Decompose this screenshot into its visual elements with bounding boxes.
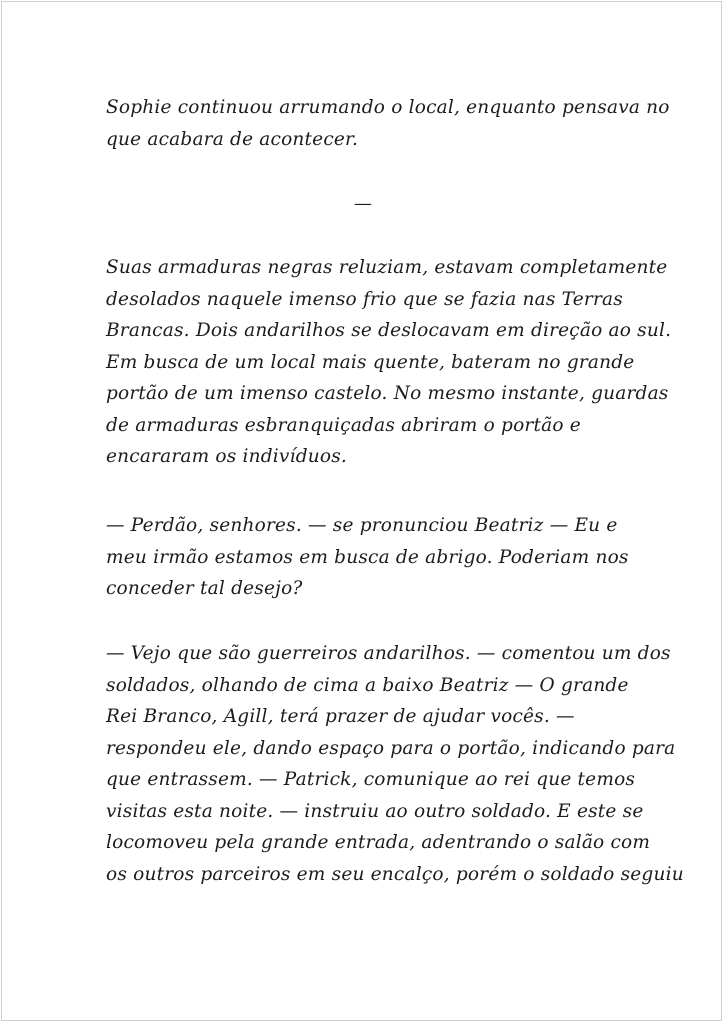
text-line: respondeu ele, dando espaço para o portão, indicando para [106, 737, 676, 759]
text-line: — Vejo que são guerreiros andarilhos. — comentou um dos [106, 643, 671, 664]
text-line: visitas esta noite. — instruiu ao outro soldado. E este se [106, 800, 644, 822]
text-line: — Perdão, senhores. — se pronunciou Beatriz — Eu e [106, 515, 618, 536]
text-line: desolados naquele imenso frio que se fazia nas Terras [106, 288, 623, 310]
text-line: encararam os indivíduos. [106, 446, 347, 467]
text-line: portão de um imenso castelo. No mesmo instante, guardas [106, 383, 669, 404]
text-line: Brancas. Dois andarilhos se deslocavam em direção ao sul. [106, 320, 672, 341]
text-line: que acabara de acontecer. [106, 128, 359, 150]
text-line: que entrassem. — Patrick, comunique ao rei que temos [106, 769, 636, 790]
text-line: Em busca de um local mais quente, bateram no grande [106, 351, 635, 373]
paragraph-dialogue-beatriz [106, 510, 629, 605]
section-separator: — [354, 193, 372, 214]
text-line: Rei Branco, Agill, terá prazer de ajudar vocês. — [106, 706, 575, 727]
text-line: Suas armaduras negras reluziam, estavam completamente [106, 257, 668, 278]
paragraph-dialogue-soldier [106, 638, 684, 890]
paragraph-narration [106, 252, 672, 473]
text-line: soldados, olhando de cima a baixo Beatriz — O grande [106, 674, 629, 696]
text-line: Sophie continuou arrumando o local, enquanto pensava no [106, 97, 670, 118]
document-page [1, 1, 722, 1021]
text-line: locomoveu pela grande entrada, adentrando o salão com [106, 832, 651, 853]
text-line: os outros parceiros em seu encalço, porém o soldado seguiu [106, 863, 684, 885]
paragraph-intro [106, 92, 670, 155]
text-line: conceder tal desejo? [106, 578, 303, 599]
text-line: meu irmão estamos em busca de abrigo. Poderiam nos [106, 546, 629, 568]
text-line: de armaduras esbranquiçadas abriram o portão e [106, 414, 581, 436]
